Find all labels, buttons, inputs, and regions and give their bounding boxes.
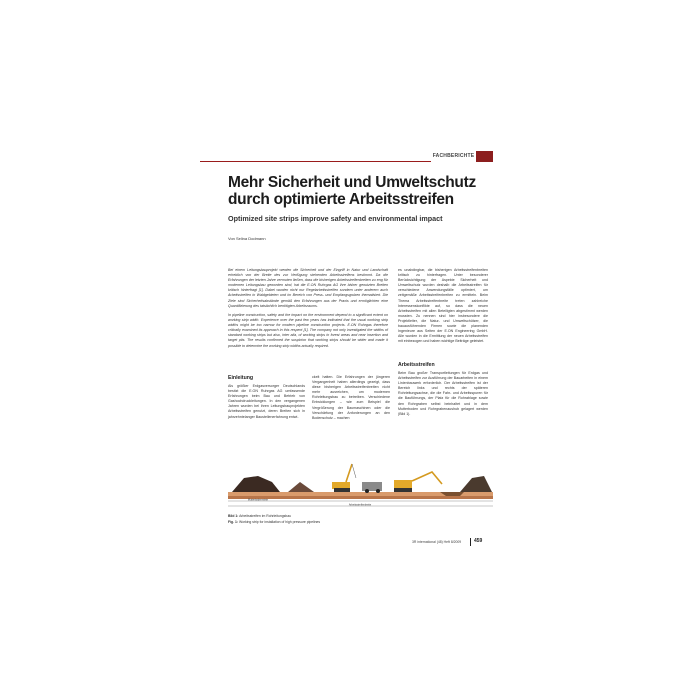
heading-einleitung: Einleitung bbox=[228, 375, 254, 381]
right-column-text: es unabdingbar, die bisherigen Arbeitsstreifenbreiten kritisch zu hinterfragen. Unter besonderer Berücksichtigung der Aspekte Sicherheit und Umweltschutz wurden deshalb die Arbeitsstreifen für verschiedene Anwendungsfälle optimiert, um zeitgemäße Arbeitsstreifenbreiten zu ermitteln. Beim Thema Arbeitsstreifenbreite treten zahlreiche Interessenskonflikte auf, so dass die neuen Arbeitsstreifen mit allen Beteiligten abgestimmt werden mussten. Zu nennen sind hier insbesondere die Projektleiter, die Natur- und Umweltschützer, die bauausführenden Firmen sowie die planenden Ingenieure aus Seiten der E.ON Engineering GmbH. Alle wurden in die Ermittlung der neuen Arbeitsstreifen mit einbezogen und haben wichtige Beiträge geleistet. bbox=[398, 268, 488, 344]
title-line-1: Mehr Sicherheit und Umweltschutz bbox=[228, 174, 476, 191]
working-strip-illustration bbox=[228, 460, 493, 510]
topsoil-pile-left bbox=[232, 476, 280, 492]
caption-en-text: Working strip for installation of high pressure pipelines bbox=[238, 520, 321, 524]
footer-divider bbox=[470, 538, 471, 546]
figure-caption-german bbox=[228, 514, 291, 518]
abstract-german: Bei einem Leitungsbauprojekt werden die Sicherheit und der Eingriff in Natur und Landschaft erheblich von der Breite des zur Verfügung stehenden Arbeitsstreifens bestimmt. Da die Erfahrungen der letzten Jahre vermuten ließen, dass die bisherigen Arbeitsstreifenbreiten zu eng für modernen Leitungsbau geworden sind, hat die E.ON Ruhrgas AG ihre bisher genutzten Breiten kritisch hinterfragt [1]. Dabei wurden nicht nur Regelarbeitsstreifen sondern unter anderem auch Arbeitsstreifen in Waldgebieten und im Bereich von Press- und Empfangsgruben thematisiert. Die Ziele sind Sicherheitsabstände gemäß den Erfahrungen aus der Praxis und ermöglichten eine Quantifizierung des tatsächlich benötigten Arbeitsraums. bbox=[228, 268, 388, 308]
caption-de-prefix: Bild 1: bbox=[228, 514, 239, 518]
caption-de-text: Arbeitsstreifen im Rohrleitungsbau bbox=[239, 514, 291, 518]
section-color-block bbox=[476, 151, 493, 162]
caption-en-prefix: Fig. 1: bbox=[228, 520, 238, 524]
label-strip-width: Arbeitsstreifenbreite bbox=[348, 503, 372, 507]
article-subtitle: Optimized site strips improve safety and environmental impact bbox=[228, 214, 443, 223]
excavator-machine bbox=[394, 472, 442, 492]
header-rule bbox=[200, 161, 431, 162]
page-number: 459 bbox=[474, 538, 483, 544]
excavated-soil-pile bbox=[460, 476, 492, 492]
pipe-truck bbox=[362, 482, 382, 493]
arbeitsstreifen-text: Beim Bau großer Transportleitungen für Erdgas und Arbeitsstreifen zur Ausführung der Bauarbeiten in einem Linienbauwerk erforderlich. Der Arbeitsstreifen ist der Bereich links und rechts der späteren Rohrleitungsachse, die die Fahr- und Arbeitsspuren für die Bauführungs, der Platz für die Rohrablage sowie den Rohrgraben selbst beinhaltet und in dem Mutterboden und Rohrgrabenaushub gelagert werden (Bild 1). bbox=[398, 371, 488, 416]
journal-footer: 3R international (48) Heft 8/2009 bbox=[412, 540, 462, 544]
article-title bbox=[228, 174, 488, 208]
figure-caption-english bbox=[228, 520, 320, 524]
abstract-english: In pipeline construction, safety and the impact on the environment depend to a significant extent on working strip width. Experience over the past few years has indicated that the usual working strip widths might be too narrow for modern pipeline construction projects. E.ON Ruhrgas therefore critically examined its approach in this respect [1]. The company not only investigated the widths of standard working strips but also, inter alia, of working strips in forest areas and near insertion and target pits. The results confirmed the suspicion that working strips should be wider and made it possible to determine the working strip widths actually required. bbox=[228, 313, 388, 348]
section-tag: FACHBERICHTE bbox=[431, 151, 476, 162]
heading-arbeitsstreifen: Arbeitsstreifen bbox=[398, 362, 435, 368]
einleitung-column-1: Als größter Erdgasversorger Deutschlands besitzt die E.ON Ruhrgas AG umfassende Erfahrungen beim Bau und Betrieb von Gashochdruckleitungen. In den vergangenen Jahren wurden bei ihren Leitungsbauprojekten Arbeitsstreifen genutzt, deren Breiten sich in jahrzehntelanger Baustellenerfahrung entwi- bbox=[228, 384, 305, 419]
pipelayer-machine bbox=[332, 464, 356, 492]
soil-pile-small bbox=[288, 482, 314, 492]
label-topsoil: Mutterbodenmiete bbox=[247, 498, 269, 502]
title-line-2: durch optimierte Arbeitsstreifen bbox=[228, 191, 454, 208]
einleitung-column-2: ckelt hatten. Die Erfahrungen der jüngeren Vergangenheit haben allerdings gezeigt, dass diese bisherigen Arbeitsstreifenbreiten nicht mehr ausreichen, um modernen Rohrleitungsbau zu betreiben. Verschiedene Entwicklungen – wie zum Beispiel die Vergrößerung der Baumaschinen oder die Verschärfung der Anforderungen an den Bodenschutz – machen bbox=[312, 375, 390, 420]
article-author: Von Selina Dodmann bbox=[228, 236, 266, 241]
